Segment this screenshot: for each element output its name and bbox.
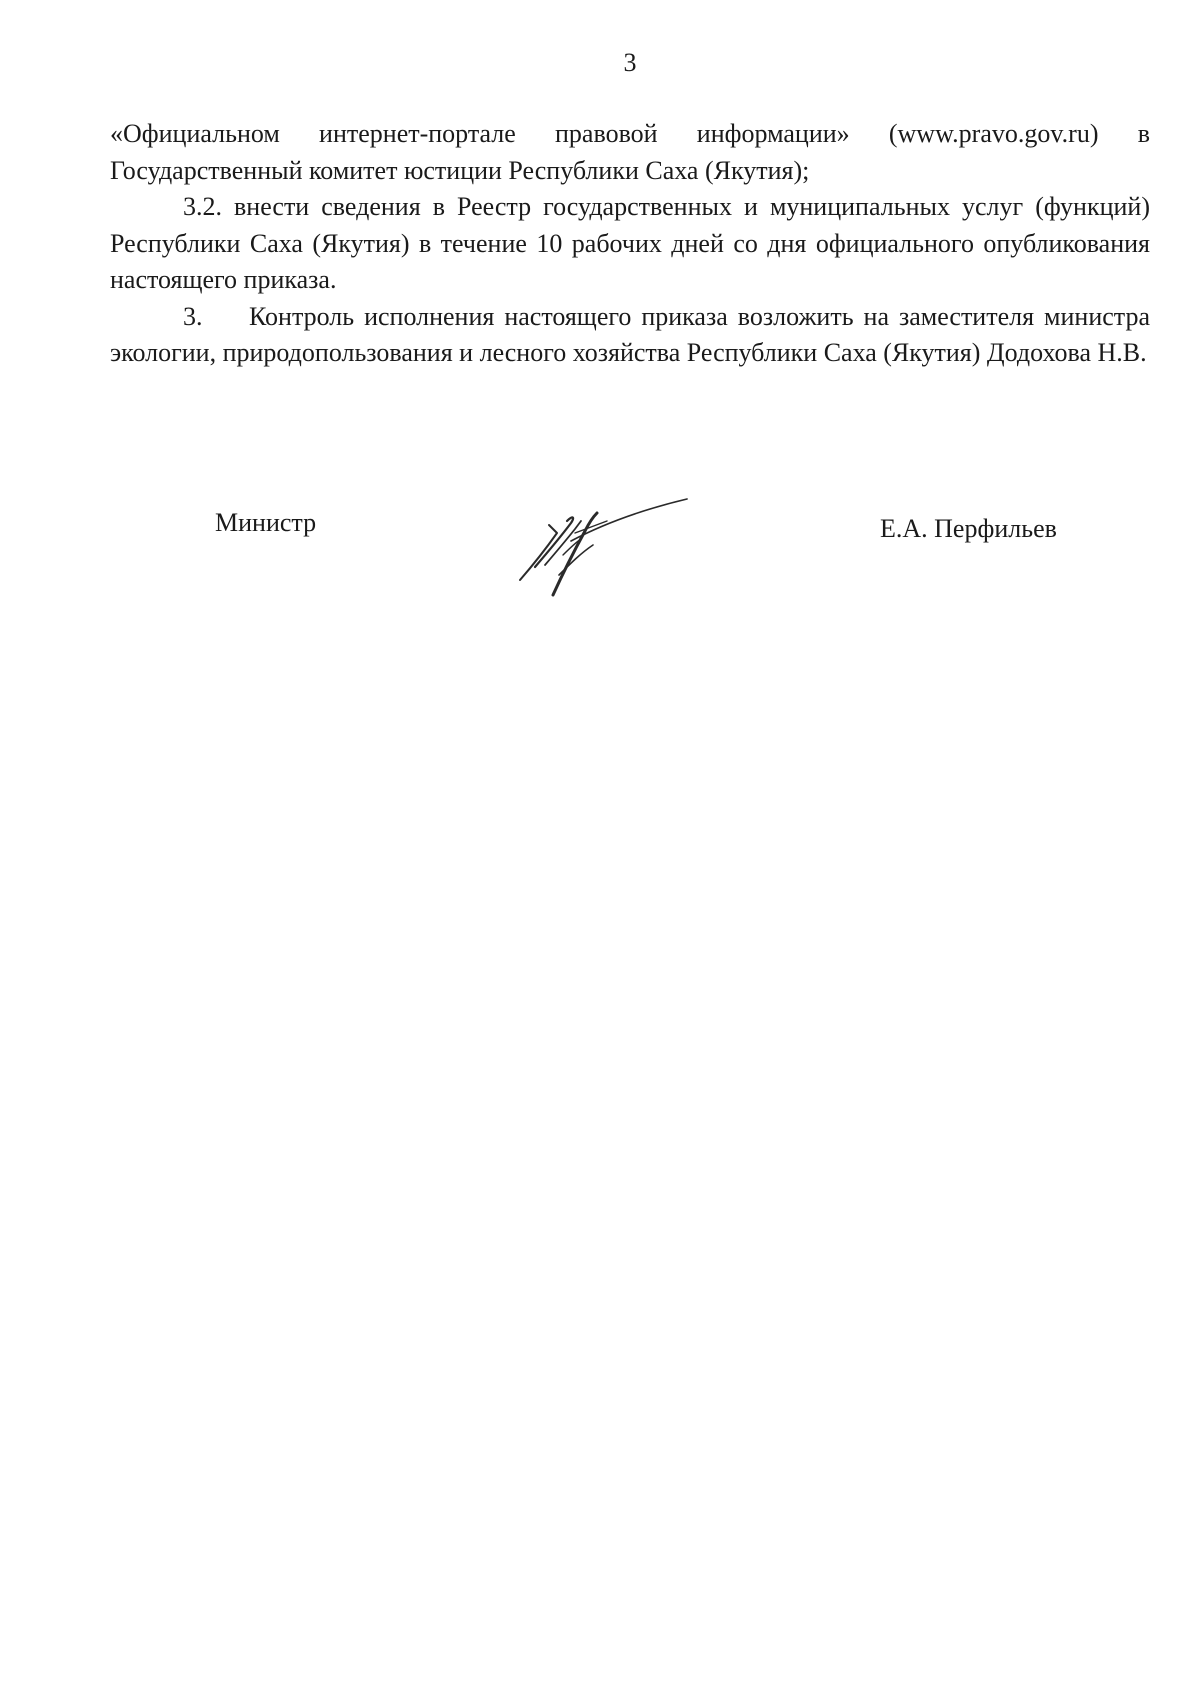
page-number: 3 xyxy=(623,48,637,77)
signer-name: Е.А. Перфильев xyxy=(880,514,1057,543)
paragraph-3-2: 3.2. внести сведения в Реестр государственных и муниципальных услуг (функций) Республики Саха (Якутия) в течение 10 рабочих дней со дня официального опубликования настоящего приказа. xyxy=(110,192,1150,294)
paragraph-3-text: Контроль исполнения настоящего приказа возложить на заместителя министра экологии, природопользования и лесного хозяйства Республики Саха (Якутия) Додохова Н.В. xyxy=(110,301,1150,367)
paragraph-portal: «Официальном интернет-портале правовой информации» (www.pravo.gov.ru) в Государственный комитет юстиции Республики Саха (Якутия); xyxy=(110,119,1150,185)
handwritten-signature xyxy=(515,495,695,605)
document-body xyxy=(110,116,1150,372)
paragraph-3-number: 3. xyxy=(183,301,203,331)
signer-role: Министр xyxy=(215,508,317,537)
paragraph-3 xyxy=(110,299,1150,372)
